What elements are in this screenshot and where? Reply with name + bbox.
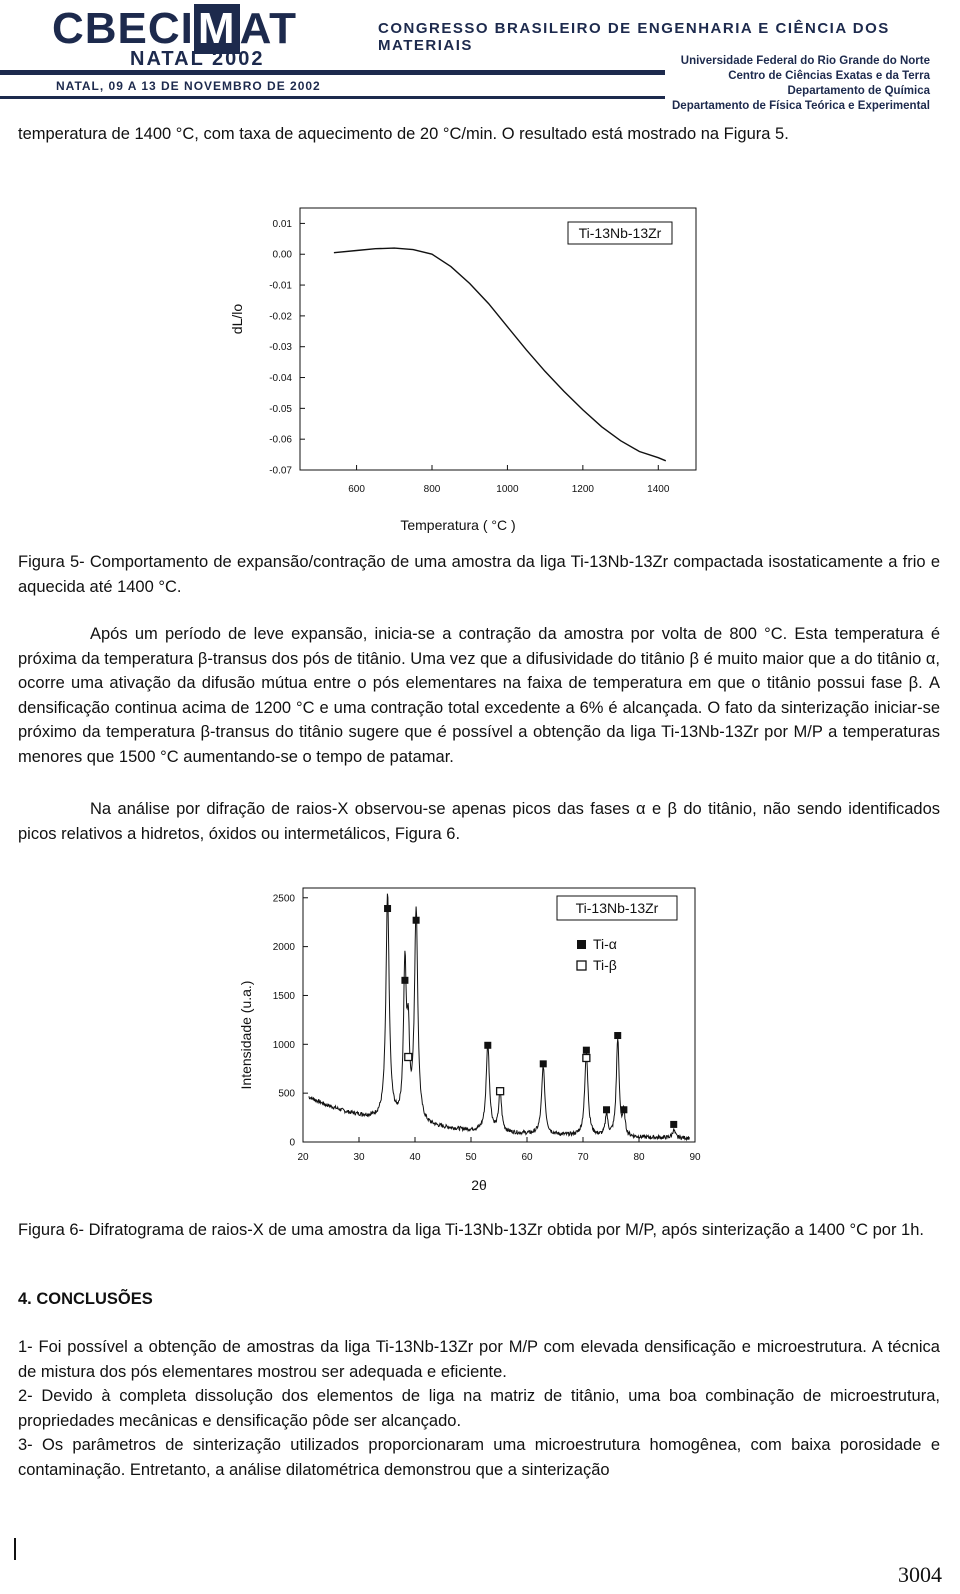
alpha-phase-marker bbox=[540, 1060, 547, 1067]
y-tick-label: -0.05 bbox=[269, 403, 292, 415]
institution-line: Departamento de Física Teórica e Experimental bbox=[672, 100, 930, 112]
section-heading-conclusions: 4. CONCLUSÕES bbox=[18, 1290, 153, 1308]
x-tick-label: 50 bbox=[465, 1152, 477, 1163]
figure-6-caption: Figura 6- Difratograma de raios-X de uma amostra da liga Ti-13Nb-13Zr obtida por M/P, após sinterização a 1400 °C por 1h. bbox=[18, 1221, 924, 1239]
institution-line: Universidade Federal do Rio Grande do Norte bbox=[680, 55, 930, 67]
y-tick-label: 0.00 bbox=[272, 249, 292, 261]
x-tick-label: 40 bbox=[409, 1152, 421, 1163]
page-header bbox=[0, 0, 960, 122]
beta-phase-marker bbox=[583, 1054, 590, 1061]
y-tick-label: -0.04 bbox=[269, 373, 292, 385]
x-tick-label: 1000 bbox=[496, 484, 519, 495]
y-tick-label: -0.02 bbox=[269, 311, 292, 323]
x-tick-label: 1200 bbox=[571, 484, 594, 495]
footer-margin-mark bbox=[14, 1538, 16, 1560]
y-axis-label: Intensidade (u.a.) bbox=[238, 980, 254, 1090]
y-tick-label: 1500 bbox=[272, 990, 295, 1002]
institution-line: Departamento de Química bbox=[787, 85, 930, 97]
logo-wordmark: CBECIMAT bbox=[52, 4, 297, 53]
alpha-phase-marker bbox=[384, 905, 391, 912]
institution-block bbox=[668, 54, 930, 114]
y-tick-label: 1000 bbox=[272, 1039, 295, 1051]
x-tick-label: 800 bbox=[423, 484, 441, 495]
plot-frame bbox=[300, 208, 696, 470]
x-tick-label: 60 bbox=[521, 1152, 533, 1163]
alpha-phase-marker bbox=[583, 1047, 590, 1054]
header-rule bbox=[0, 70, 665, 75]
x-tick-label: 1400 bbox=[647, 484, 670, 495]
event-date: NATAL, 09 A 13 DE NOVEMBRO DE 2002 bbox=[56, 79, 321, 93]
figure-6-chart bbox=[225, 880, 725, 1200]
legend-beta-label: Ti-β bbox=[593, 957, 617, 973]
legend-beta-swatch bbox=[577, 961, 586, 970]
conclusion-item-1: 1- Foi possível a obtenção de amostras da liga Ti-13Nb-13Zr por M/P com elevada densificação e microestrutura. A técnica de mistura dos pós elementares mostrou ser adequada e eficiente. bbox=[18, 1338, 940, 1381]
alpha-phase-marker bbox=[484, 1042, 491, 1049]
intro-paragraph: temperatura de 1400 °C, com taxa de aquecimento de 20 °C/min. O resultado está mostrado na Figura 5. bbox=[18, 125, 789, 143]
x-tick-label: 30 bbox=[353, 1152, 365, 1163]
legend-title: Ti-13Nb-13Zr bbox=[575, 900, 659, 916]
y-tick-label: -0.06 bbox=[269, 434, 292, 446]
cbecimat-logo bbox=[52, 4, 332, 76]
header-rule-lower bbox=[0, 96, 665, 99]
series-line bbox=[334, 248, 666, 461]
x-tick-label: 600 bbox=[348, 484, 365, 495]
results-paragraph-1: Após um período de leve expansão, inicia-se a contração da amostra por volta de 800 °C. Esta temperatura é próxima da temperatura β-transus dos pós de titânio. Uma vez que a difusividade do titânio β é muito maior que a do titânio α, ocorre uma ativação da difusão mútua entre o pós elementares na faixa de temperatura em que o titânio possui fase β. A densificação continua acima de 1200 °C e uma contração total excedente a 6% é alcançada. O fato da sinterização iniciar-se próximo da temperatura β-transus do titânio sugere que é possível a obtenção da liga Ti-13Nb-13Zr por M/P a temperaturas menores que 1500 °C aumentando-se o tempo de patamar. bbox=[18, 625, 940, 766]
figure-5-caption: Figura 5- Comportamento de expansão/contração de uma amostra da liga Ti-13Nb-13Zr compactada isostaticamente a frio e aquecida até 1400 °C. bbox=[18, 553, 940, 596]
alpha-phase-marker bbox=[401, 977, 408, 984]
y-tick-label: 2500 bbox=[272, 893, 295, 905]
diffractogram-line bbox=[309, 894, 690, 1140]
x-tick-label: 90 bbox=[689, 1152, 701, 1163]
page-number: 3004 bbox=[898, 1562, 942, 1587]
y-tick-label: 2000 bbox=[272, 942, 295, 954]
y-tick-label: 500 bbox=[278, 1088, 295, 1100]
conclusion-item-3: 3- Os parâmetros de sinterização utilizados proporcionaram uma microestrutura homogênea, com baixa porosidade e contaminação. Entretanto, a análise dilatométrica demonstrou que a sinterização bbox=[18, 1436, 940, 1479]
alpha-phase-marker bbox=[413, 917, 420, 924]
dilatometry-plot bbox=[220, 200, 720, 545]
alpha-phase-marker bbox=[614, 1032, 621, 1039]
alpha-phase-marker bbox=[620, 1106, 627, 1113]
legend-label: Ti-13Nb-13Zr bbox=[578, 225, 662, 241]
conclusion-item-2: 2- Devido à completa dissolução dos elementos de liga na matriz de titânio, uma boa combinação de microestrutura, propriedades mecânicas e densificação pôde ser alcançado. bbox=[18, 1387, 940, 1430]
legend-alpha-swatch bbox=[577, 940, 586, 949]
y-tick-label: 0.01 bbox=[272, 218, 292, 230]
legend-alpha-label: Ti-α bbox=[593, 936, 617, 952]
logo-subtitle: NATAL 2002 bbox=[130, 48, 265, 70]
alpha-phase-marker bbox=[603, 1106, 610, 1113]
y-tick-label: 0 bbox=[289, 1137, 295, 1149]
x-tick-label: 80 bbox=[633, 1152, 645, 1163]
x-tick-label: 20 bbox=[297, 1152, 309, 1163]
x-tick-label: 70 bbox=[577, 1152, 589, 1163]
congress-title: CONGRESSO BRASILEIRO DE ENGENHARIA E CIÊNCIA DOS MATERIAIS bbox=[378, 20, 890, 54]
x-axis-label: 2θ bbox=[471, 1177, 487, 1193]
y-tick-label: -0.03 bbox=[269, 342, 292, 354]
x-axis-label: Temperatura ( °C ) bbox=[400, 517, 516, 533]
y-tick-label: -0.01 bbox=[269, 280, 292, 292]
alpha-phase-marker bbox=[670, 1121, 677, 1128]
institution-line: Centro de Ciências Exatas e da Terra bbox=[728, 70, 930, 82]
results-paragraph-2: Na análise por difração de raios-X observou-se apenas picos das fases α e β do titânio, não sendo identificados picos relativos a hidretos, óxidos ou intermetálicos, Figura 6. bbox=[18, 800, 940, 843]
beta-phase-marker bbox=[497, 1088, 504, 1095]
y-tick-label: -0.07 bbox=[269, 465, 292, 477]
y-axis-label: dL/lo bbox=[229, 303, 245, 335]
beta-phase-marker bbox=[405, 1054, 412, 1061]
xrd-plot bbox=[225, 880, 725, 1200]
figure-5-chart bbox=[220, 200, 720, 545]
